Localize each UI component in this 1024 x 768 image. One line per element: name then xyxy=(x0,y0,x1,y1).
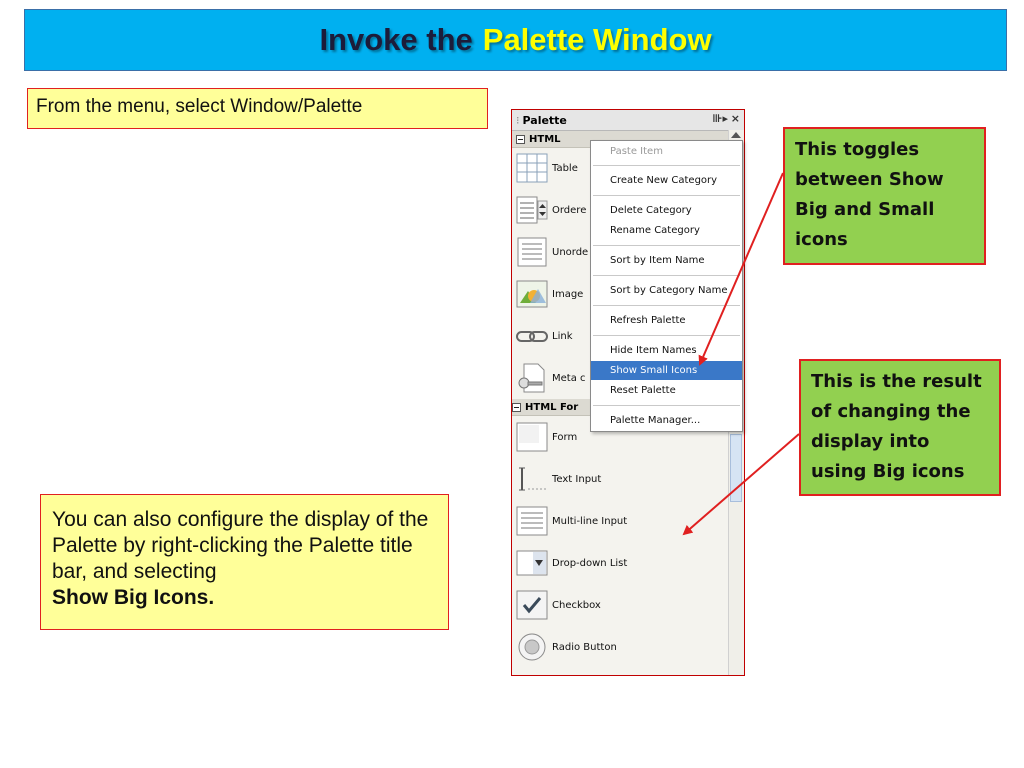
category-name: HTML xyxy=(529,133,561,145)
close-icon[interactable]: × xyxy=(730,112,740,125)
configure-text: You can also configure the display of the Palette by right-clicking the Palette title bar, and selecting xyxy=(52,508,429,583)
palette-item-label: Form xyxy=(552,431,578,443)
toggle-callout: This toggles between Show Big and Small icons xyxy=(783,127,986,265)
palette-item-label: Radio Button xyxy=(552,641,617,653)
menu-item-create-new-category[interactable]: Create New Category xyxy=(610,175,718,186)
palette-item-label: Meta c xyxy=(552,372,586,384)
palette-item-label: Text Input xyxy=(552,473,602,485)
palette-item-label: Image xyxy=(552,288,584,300)
slide-title-part2: Palette Window xyxy=(482,22,712,57)
palette-item-label: Unorde xyxy=(552,246,589,258)
palette-item-label: Drop-down List xyxy=(552,557,628,569)
toggle-arrow xyxy=(700,173,783,364)
menu-item-reset-palette[interactable]: Reset Palette xyxy=(610,385,676,396)
palette-item-label: Link xyxy=(552,330,573,342)
menu-item-show-small-icons[interactable]: Show Small Icons xyxy=(591,361,742,380)
menu-item-hide-item-names[interactable]: Hide Item Names xyxy=(610,345,697,356)
menu-item-refresh-palette[interactable]: Refresh Palette xyxy=(610,315,686,326)
menu-item-delete-category[interactable]: Delete Category xyxy=(610,205,692,216)
menu-item-rename-category[interactable]: Rename Category xyxy=(610,225,700,236)
menu-instruction-note: From the menu, select Window/Palette xyxy=(27,88,488,129)
result-callout: This is the result of changing the display into using Big icons xyxy=(799,359,1001,496)
menu-item-sort-by-category-name[interactable]: Sort by Category Name xyxy=(610,285,728,296)
palette-item-label: Multi-line Input xyxy=(552,515,628,527)
result-arrow xyxy=(684,434,799,534)
minimize-toggle-icon[interactable]: ⊪▸ xyxy=(712,112,728,125)
menu-item-sort-by-item-name[interactable]: Sort by Item Name xyxy=(610,255,705,266)
slide-title-part1: Invoke the xyxy=(319,22,473,57)
menu-item-paste-item[interactable]: Paste Item xyxy=(610,146,663,157)
category-name: HTML For xyxy=(525,401,579,413)
configure-bold-text: Show Big Icons. xyxy=(52,586,215,609)
palette-item-label: Ordere xyxy=(552,204,587,216)
menu-item-palette-manager[interactable]: Palette Manager... xyxy=(610,415,701,426)
palette-title: Palette xyxy=(522,113,567,127)
palette-item-label: Checkbox xyxy=(552,599,601,611)
drag-grip-icon[interactable]: ⁝ xyxy=(516,113,520,127)
palette-item-label: Table xyxy=(552,162,578,174)
